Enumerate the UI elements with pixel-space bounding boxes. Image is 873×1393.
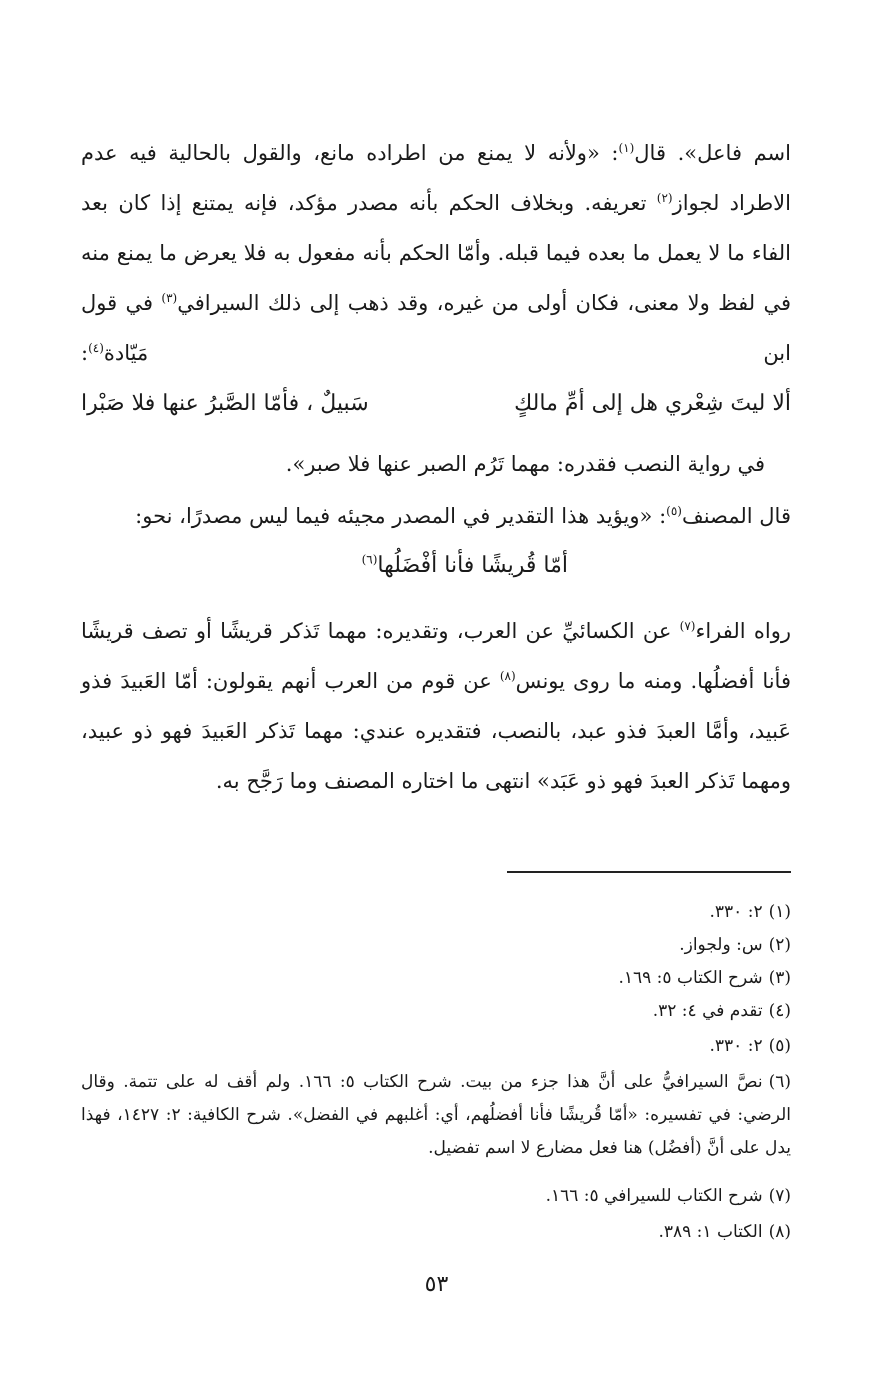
footnote-number: (٣) xyxy=(768,968,791,988)
paragraph-2-text-b: : «ويؤيد هذا التقدير في المصدر مجيئه فيما ليس مصدرًا، نحو: xyxy=(135,504,667,528)
verse-hemistich-1: ألا ليتَ شِعْري هل إلى أمِّ مالكٍ xyxy=(514,391,791,416)
footnote-ref-5[interactable]: (٥) xyxy=(666,504,682,518)
footnote-ref-2[interactable]: (٢) xyxy=(656,191,673,205)
footnote-5 xyxy=(81,1030,791,1063)
paragraph-3-text-b: عن الكسائيِّ عن العرب، وتقديره: مهما تَذكر قريشًا أو تصف قريشًا فأنا أفضلُها. ومنه ما روى يونس xyxy=(81,619,791,693)
footnote-number: (٦) xyxy=(768,1072,791,1092)
paragraph-main-2 xyxy=(135,496,791,536)
footnote-number: (٢) xyxy=(768,935,791,955)
footnote-number: (٥) xyxy=(768,1036,791,1056)
footnote-text: شرح الكتاب للسيرافي ٥: ١٦٦. xyxy=(545,1186,763,1206)
footnote-7 xyxy=(81,1180,791,1213)
footnote-6 xyxy=(81,1066,791,1165)
poetry-verse xyxy=(81,384,791,424)
footnote-ref-3[interactable]: (٣) xyxy=(161,291,178,305)
footnote-number: (٤) xyxy=(768,1001,791,1021)
footnote-text: نصَّ السيرافيُّ على أنَّ هذا جزء من بيت. شرح الكتاب ٥: ١٦٦. ولم أقف له على تتمة. وقال الرضي: في تفسيره: «أمّا قُريشًا فأنا أفضلُهم، أي: أغلبهم في الفضل». شرح الكافية: ٢: ١٤٢٧، فهذا يدل على أنَّ (أفضُل) هنا فعل مضارع لا اسم تفضيل. xyxy=(81,1072,792,1158)
paragraph-1-text-a: اسم فاعل». قال xyxy=(634,141,791,165)
paragraph-main-1 xyxy=(81,128,791,378)
footnote-number: (٨) xyxy=(768,1222,791,1242)
footnote-ref-7[interactable]: (٧) xyxy=(679,619,696,633)
footnote-ref-4[interactable]: (٤) xyxy=(88,341,104,355)
footnote-1 xyxy=(81,896,791,929)
footnote-text: الكتاب ١: ٣٨٩. xyxy=(658,1222,763,1242)
footnote-text: س: ولجواز. xyxy=(679,935,763,955)
example-text: أمّا قُريشًا فأنا أفْضَلُها xyxy=(377,553,568,578)
page-number: ٥٣ xyxy=(424,1272,449,1297)
footnote-text: شرح الكتاب ٥: ١٦٩. xyxy=(618,968,763,988)
footnote-separator xyxy=(507,871,791,873)
footnote-2 xyxy=(81,929,791,962)
paragraph-1-text-d: في قول ابن مَيّادة xyxy=(81,291,791,365)
footnote-number: (١) xyxy=(768,902,791,922)
verse-hemistich-2: سَبيلٌ ، فأمّا الصَّبرُ عنها فلا صَبْرا xyxy=(81,391,369,416)
footnote-ref-8[interactable]: (٨) xyxy=(499,669,516,683)
paragraph-2-text-a: قال المصنف xyxy=(681,504,791,528)
paragraph-3-text-c: عن قوم من العرب أنهم يقولون: أمّا العَبيدَ فذو عَبيد، وأمَّا العبدَ فذو عبد، بالنصب، فتقديره عندي: مهما تَذكر العَبيدَ فهو ذو عبيد، ومهما تَذكر العبدَ فهو ذو عَبَد» انتهى ما اختاره المصنف وما رَجَّح به. xyxy=(81,669,791,793)
paragraph-1-text-e: : xyxy=(81,341,89,365)
footnote-8 xyxy=(81,1216,791,1249)
footnote-text: ٢: ٣٣٠. xyxy=(709,1036,763,1056)
paragraph-3-text-a: رواه الفراء xyxy=(695,619,791,643)
footnote-3 xyxy=(81,962,791,995)
footnote-text: تقدم في ٤: ٣٢. xyxy=(652,1001,763,1021)
footnote-4 xyxy=(81,995,791,1028)
paragraph-1-text-c: تعريفه. وبخلاف الحكم بأنه مصدر مؤكد، فإنه يمتنع إذا كان بعد الفاء ما لا يعمل ما بعده فيما قبله. وأمّا الحكم بأنه مفعول به فلا يعرض ما يمنع منه في لفظ ولا معنى، فكان أولى من غيره، وقد ذهب إلى ذلك السيرافي xyxy=(81,191,791,315)
paragraph-main-3 xyxy=(81,606,791,806)
footnote-ref-1[interactable]: (١) xyxy=(618,141,635,155)
after-verse-line: في رواية النصب فقدره: مهما تَرُم الصبر عنها فلا صبر». xyxy=(285,452,765,476)
footnote-ref-6[interactable]: (٦) xyxy=(361,552,378,567)
footnote-text: ٢: ٣٣٠. xyxy=(709,902,763,922)
paragraph-1-text-b: : «ولأنه لا يمنع من اطراده مانع، والقول بالحالية فيه عدم الاطراد لجواز xyxy=(81,141,791,215)
footnote-number: (٧) xyxy=(768,1186,791,1206)
example-phrase xyxy=(362,546,568,586)
